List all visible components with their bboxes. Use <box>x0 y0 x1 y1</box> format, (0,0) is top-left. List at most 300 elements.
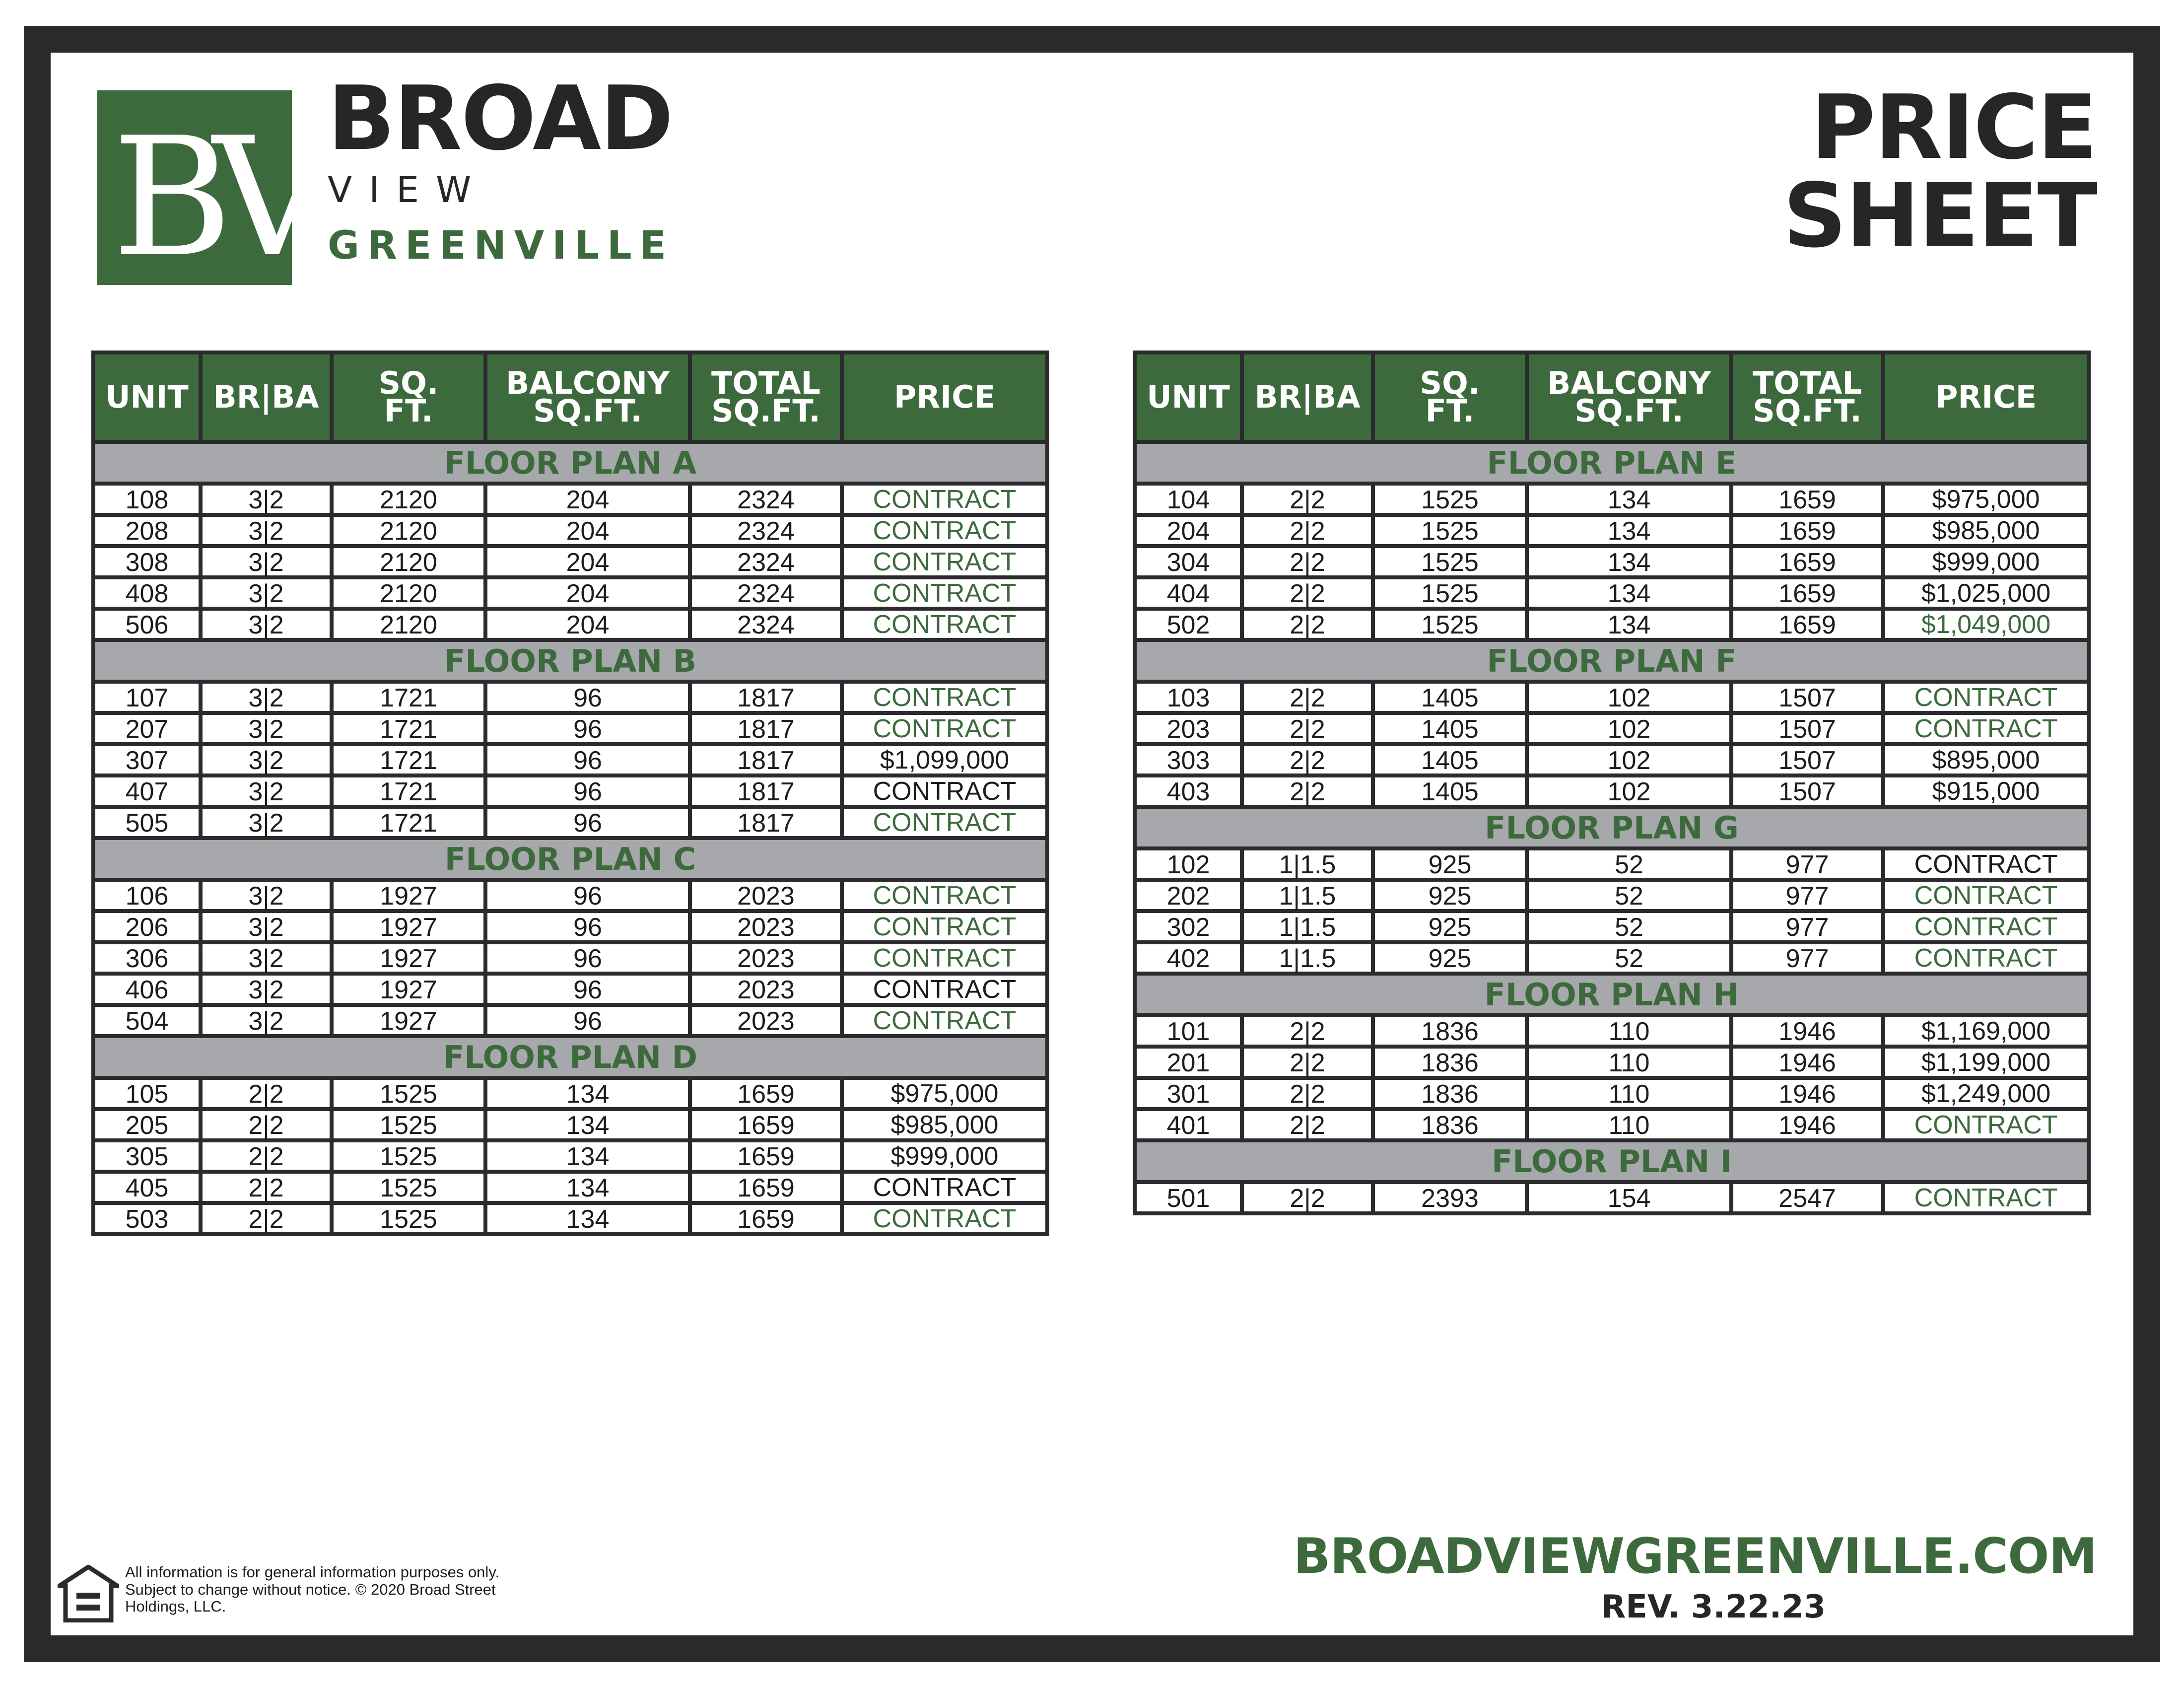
floor-plan-label: FLOOR PLAN D <box>93 1036 1047 1078</box>
balcony-cell: 102 <box>1527 775 1731 807</box>
brba-cell: 3|2 <box>201 911 332 942</box>
sqft-cell: 1405 <box>1373 682 1527 713</box>
brba-cell: 2|2 <box>1242 682 1373 713</box>
table-row <box>93 807 1047 838</box>
unit-cell: 105 <box>93 1078 201 1109</box>
sqft-cell: 1927 <box>332 942 485 974</box>
sqft-cell: 1836 <box>1373 1109 1527 1140</box>
brba-cell: 2|2 <box>1242 775 1373 807</box>
balcony-cell: 96 <box>485 713 690 744</box>
floor-plan-label: FLOOR PLAN F <box>1135 640 2089 682</box>
balcony-cell: 96 <box>485 880 690 911</box>
total-cell: 2023 <box>690 942 842 974</box>
total-cell: 1946 <box>1731 1078 1883 1109</box>
sqft-cell: 1525 <box>1373 609 1527 640</box>
brba-cell: 1|1.5 <box>1242 942 1373 974</box>
unit-cell: 104 <box>1135 484 1242 515</box>
unit-cell: 108 <box>93 484 201 515</box>
price-cell: CONTRACT <box>842 942 1047 974</box>
balcony-cell: 96 <box>485 1005 690 1036</box>
table-row <box>93 546 1047 577</box>
price-cell: CONTRACT <box>842 974 1047 1005</box>
price-cell: CONTRACT <box>842 609 1047 640</box>
price-cell: $895,000 <box>1883 744 2089 775</box>
unit-cell: 302 <box>1135 911 1242 942</box>
total-cell: 1659 <box>690 1109 842 1140</box>
price-cell: CONTRACT <box>842 484 1047 515</box>
sqft-cell: 1927 <box>332 974 485 1005</box>
balcony-cell: 52 <box>1527 942 1731 974</box>
unit-cell: 308 <box>93 546 201 577</box>
unit-cell: 505 <box>93 807 201 838</box>
brba-cell: 3|2 <box>201 1005 332 1036</box>
floor-plan-label: FLOOR PLAN G <box>1135 807 2089 848</box>
floor-plan-label: FLOOR PLAN I <box>1135 1140 2089 1182</box>
column-header: BR|BA <box>201 352 332 442</box>
brba-cell: 2|2 <box>1242 1015 1373 1047</box>
unit-cell: 106 <box>93 880 201 911</box>
total-cell: 2324 <box>690 515 842 546</box>
unit-cell: 401 <box>1135 1109 1242 1140</box>
total-cell: 1946 <box>1731 1015 1883 1047</box>
sqft-cell: 2393 <box>1373 1182 1527 1213</box>
balcony-cell: 52 <box>1527 880 1731 911</box>
floor-plan-row <box>93 442 1047 484</box>
brand-location: GREENVILLE <box>328 223 675 268</box>
unit-cell: 301 <box>1135 1078 1242 1109</box>
price-cell: $985,000 <box>842 1109 1047 1140</box>
floor-plan-label: FLOOR PLAN C <box>93 838 1047 880</box>
unit-cell: 403 <box>1135 775 1242 807</box>
floor-plan-row <box>1135 442 2089 484</box>
column-header: TOTAL SQ.FT. <box>690 352 842 442</box>
price-cell: $975,000 <box>842 1078 1047 1109</box>
price-cell: CONTRACT <box>1883 682 2089 713</box>
sqft-cell: 1525 <box>332 1140 485 1172</box>
brba-cell: 2|2 <box>1242 546 1373 577</box>
balcony-cell: 134 <box>1527 577 1731 609</box>
balcony-cell: 134 <box>1527 484 1731 515</box>
unit-cell: 501 <box>1135 1182 1242 1213</box>
sqft-cell: 1525 <box>332 1109 485 1140</box>
sqft-cell: 1405 <box>1373 775 1527 807</box>
price-cell: CONTRACT <box>1883 848 2089 880</box>
floor-plan-label: FLOOR PLAN H <box>1135 974 2089 1015</box>
floor-plan-row <box>93 640 1047 682</box>
table-row <box>93 1078 1047 1109</box>
total-cell: 977 <box>1731 848 1883 880</box>
table-row <box>1135 744 2089 775</box>
sqft-cell: 925 <box>1373 942 1527 974</box>
total-cell: 1507 <box>1731 775 1883 807</box>
total-cell: 1507 <box>1731 713 1883 744</box>
total-cell: 977 <box>1731 880 1883 911</box>
balcony-cell: 134 <box>1527 609 1731 640</box>
total-cell: 2324 <box>690 609 842 640</box>
price-cell: CONTRACT <box>842 1172 1047 1203</box>
price-cell: CONTRACT <box>1883 911 2089 942</box>
broadview-logo <box>97 90 292 285</box>
brand-wordmark <box>328 67 675 268</box>
price-table-right <box>1133 351 2091 1215</box>
table-row <box>93 1203 1047 1234</box>
balcony-cell: 96 <box>485 911 690 942</box>
balcony-cell: 102 <box>1527 744 1731 775</box>
floor-plan-label: FLOOR PLAN A <box>93 442 1047 484</box>
balcony-cell: 134 <box>485 1140 690 1172</box>
column-header: SQ. FT. <box>332 352 485 442</box>
floor-plan-row <box>1135 807 2089 848</box>
brba-cell: 2|2 <box>1242 1078 1373 1109</box>
brba-cell: 3|2 <box>201 577 332 609</box>
unit-cell: 102 <box>1135 848 1242 880</box>
price-cell: CONTRACT <box>842 807 1047 838</box>
sqft-cell: 1721 <box>332 807 485 838</box>
column-header: SQ. FT. <box>1373 352 1527 442</box>
total-cell: 1659 <box>690 1172 842 1203</box>
header-row <box>93 352 1047 442</box>
unit-cell: 504 <box>93 1005 201 1036</box>
table-row <box>1135 577 2089 609</box>
price-cell: CONTRACT <box>1883 1109 2089 1140</box>
disclaimer-text: All information is for general information purposes only. Subject to change without notice. © 2020 Broad Street Holdings, LLC. <box>125 1563 500 1616</box>
table-row <box>93 911 1047 942</box>
table-row <box>1135 609 2089 640</box>
total-cell: 1659 <box>1731 609 1883 640</box>
balcony-cell: 102 <box>1527 682 1731 713</box>
floor-plan-label: FLOOR PLAN B <box>93 640 1047 682</box>
total-cell: 1659 <box>690 1203 842 1234</box>
price-cell: CONTRACT <box>1883 713 2089 744</box>
price-cell: CONTRACT <box>842 515 1047 546</box>
column-header: TOTAL SQ.FT. <box>1731 352 1883 442</box>
brba-cell: 2|2 <box>201 1172 332 1203</box>
svg-text:BV: BV <box>112 102 292 285</box>
total-cell: 1817 <box>690 713 842 744</box>
floor-plan-label: FLOOR PLAN E <box>1135 442 2089 484</box>
price-cell: CONTRACT <box>1883 942 2089 974</box>
price-cell: $1,099,000 <box>842 744 1047 775</box>
sqft-cell: 1525 <box>332 1078 485 1109</box>
sqft-cell: 1525 <box>1373 577 1527 609</box>
table-row <box>93 1140 1047 1172</box>
unit-cell: 305 <box>93 1140 201 1172</box>
unit-cell: 406 <box>93 974 201 1005</box>
brba-cell: 2|2 <box>1242 484 1373 515</box>
brba-cell: 3|2 <box>201 974 332 1005</box>
total-cell: 2023 <box>690 911 842 942</box>
unit-cell: 306 <box>93 942 201 974</box>
price-cell: CONTRACT <box>1883 1182 2089 1213</box>
brba-cell: 3|2 <box>201 744 332 775</box>
unit-cell: 101 <box>1135 1015 1242 1047</box>
floor-plan-row <box>93 838 1047 880</box>
unit-cell: 202 <box>1135 880 1242 911</box>
balcony-cell: 204 <box>485 609 690 640</box>
unit-cell: 408 <box>93 577 201 609</box>
balcony-cell: 96 <box>485 807 690 838</box>
brba-cell: 1|1.5 <box>1242 848 1373 880</box>
table-row <box>1135 515 2089 546</box>
unit-cell: 304 <box>1135 546 1242 577</box>
sqft-cell: 2120 <box>332 484 485 515</box>
total-cell: 1817 <box>690 775 842 807</box>
brba-cell: 2|2 <box>201 1203 332 1234</box>
balcony-cell: 134 <box>485 1203 690 1234</box>
unit-cell: 303 <box>1135 744 1242 775</box>
price-cell: $1,249,000 <box>1883 1078 2089 1109</box>
brba-cell: 2|2 <box>1242 1109 1373 1140</box>
unit-cell: 205 <box>93 1109 201 1140</box>
price-cell: $1,049,000 <box>1883 609 2089 640</box>
sqft-cell: 1927 <box>332 1005 485 1036</box>
sqft-cell: 1836 <box>1373 1047 1527 1078</box>
sqft-cell: 1721 <box>332 744 485 775</box>
price-cell: $1,199,000 <box>1883 1047 2089 1078</box>
table-row <box>93 484 1047 515</box>
brba-cell: 3|2 <box>201 880 332 911</box>
sqft-cell: 1927 <box>332 911 485 942</box>
total-cell: 1659 <box>690 1140 842 1172</box>
table-row <box>1135 682 2089 713</box>
table-row <box>93 744 1047 775</box>
brand-name: BROAD <box>328 67 673 170</box>
balcony-cell: 134 <box>1527 546 1731 577</box>
brba-cell: 2|2 <box>201 1109 332 1140</box>
brba-cell: 3|2 <box>201 546 332 577</box>
total-cell: 2324 <box>690 577 842 609</box>
page-title <box>1783 76 2097 267</box>
unit-cell: 103 <box>1135 682 1242 713</box>
unit-cell: 506 <box>93 609 201 640</box>
price-cell: CONTRACT <box>842 682 1047 713</box>
brba-cell: 3|2 <box>201 807 332 838</box>
sqft-cell: 1525 <box>1373 484 1527 515</box>
balcony-cell: 110 <box>1527 1109 1731 1140</box>
brand-subname: VIEW <box>328 169 488 211</box>
unit-cell: 208 <box>93 515 201 546</box>
price-cell: CONTRACT <box>842 911 1047 942</box>
total-cell: 1659 <box>690 1078 842 1109</box>
header-row <box>1135 352 2089 442</box>
table-row <box>93 942 1047 974</box>
table-row <box>1135 1047 2089 1078</box>
price-cell: CONTRACT <box>842 713 1047 744</box>
floor-plan-row <box>1135 1140 2089 1182</box>
brba-cell: 3|2 <box>201 484 332 515</box>
column-header: UNIT <box>1135 352 1242 442</box>
unit-cell: 203 <box>1135 713 1242 744</box>
total-cell: 2547 <box>1731 1182 1883 1213</box>
floor-plan-row <box>1135 974 2089 1015</box>
sqft-cell: 1525 <box>1373 515 1527 546</box>
brba-cell: 2|2 <box>201 1078 332 1109</box>
table-row <box>93 713 1047 744</box>
table-row <box>1135 1109 2089 1140</box>
balcony-cell: 134 <box>485 1172 690 1203</box>
revision-label: REV. 3.22.23 <box>1601 1589 1826 1625</box>
total-cell: 1946 <box>1731 1047 1883 1078</box>
table-row <box>1135 848 2089 880</box>
table-row <box>1135 546 2089 577</box>
price-cell: CONTRACT <box>842 775 1047 807</box>
brba-cell: 1|1.5 <box>1242 911 1373 942</box>
balcony-cell: 110 <box>1527 1015 1731 1047</box>
brba-cell: 3|2 <box>201 775 332 807</box>
brba-cell: 3|2 <box>201 713 332 744</box>
table-row <box>93 974 1047 1005</box>
unit-cell: 204 <box>1135 515 1242 546</box>
balcony-cell: 134 <box>485 1078 690 1109</box>
price-cell: CONTRACT <box>842 1203 1047 1234</box>
balcony-cell: 154 <box>1527 1182 1731 1213</box>
brba-cell: 2|2 <box>1242 713 1373 744</box>
sqft-cell: 1721 <box>332 713 485 744</box>
table-row <box>1135 880 2089 911</box>
balcony-cell: 96 <box>485 682 690 713</box>
balcony-cell: 96 <box>485 775 690 807</box>
total-cell: 2023 <box>690 1005 842 1036</box>
price-cell: CONTRACT <box>1883 880 2089 911</box>
table-row <box>93 515 1047 546</box>
title-line1: PRICE <box>1811 76 2097 179</box>
table-row <box>1135 1078 2089 1109</box>
brba-cell: 3|2 <box>201 942 332 974</box>
price-cell: $985,000 <box>1883 515 2089 546</box>
unit-cell: 107 <box>93 682 201 713</box>
table-row <box>93 682 1047 713</box>
sqft-cell: 2120 <box>332 577 485 609</box>
brba-cell: 3|2 <box>201 515 332 546</box>
table-row <box>93 1109 1047 1140</box>
column-header: BR|BA <box>1242 352 1373 442</box>
balcony-cell: 102 <box>1527 713 1731 744</box>
unit-cell: 503 <box>93 1203 201 1234</box>
balcony-cell: 96 <box>485 942 690 974</box>
total-cell: 2324 <box>690 484 842 515</box>
sqft-cell: 2120 <box>332 609 485 640</box>
brba-cell: 2|2 <box>201 1140 332 1172</box>
table-row <box>93 775 1047 807</box>
total-cell: 1659 <box>1731 484 1883 515</box>
table-row <box>93 1172 1047 1203</box>
balcony-cell: 110 <box>1527 1047 1731 1078</box>
price-cell: CONTRACT <box>842 880 1047 911</box>
unit-cell: 407 <box>93 775 201 807</box>
column-header: PRICE <box>1883 352 2089 442</box>
price-cell: CONTRACT <box>842 577 1047 609</box>
balcony-cell: 204 <box>485 515 690 546</box>
price-cell: $999,000 <box>842 1140 1047 1172</box>
balcony-cell: 96 <box>485 744 690 775</box>
table-row <box>93 609 1047 640</box>
sqft-cell: 1525 <box>332 1172 485 1203</box>
unit-cell: 404 <box>1135 577 1242 609</box>
unit-cell: 405 <box>93 1172 201 1203</box>
total-cell: 1817 <box>690 682 842 713</box>
price-cell: $1,169,000 <box>1883 1015 2089 1047</box>
total-cell: 1946 <box>1731 1109 1883 1140</box>
sqft-cell: 1525 <box>1373 546 1527 577</box>
brba-cell: 2|2 <box>1242 515 1373 546</box>
total-cell: 1817 <box>690 744 842 775</box>
brba-cell: 3|2 <box>201 682 332 713</box>
table-row <box>1135 484 2089 515</box>
table-row <box>1135 1015 2089 1047</box>
floor-plan-row <box>1135 640 2089 682</box>
column-header: BALCONY SQ.FT. <box>485 352 690 442</box>
table-row <box>1135 911 2089 942</box>
unit-cell: 206 <box>93 911 201 942</box>
sqft-cell: 1836 <box>1373 1078 1527 1109</box>
unit-cell: 307 <box>93 744 201 775</box>
total-cell: 1507 <box>1731 744 1883 775</box>
sqft-cell: 925 <box>1373 880 1527 911</box>
sqft-cell: 1405 <box>1373 744 1527 775</box>
sqft-cell: 1836 <box>1373 1015 1527 1047</box>
price-cell: $1,025,000 <box>1883 577 2089 609</box>
sqft-cell: 2120 <box>332 515 485 546</box>
column-header: UNIT <box>93 352 201 442</box>
brba-cell: 2|2 <box>1242 744 1373 775</box>
balcony-cell: 96 <box>485 974 690 1005</box>
price-table-left <box>91 351 1049 1236</box>
sqft-cell: 1405 <box>1373 713 1527 744</box>
column-header: BALCONY SQ.FT. <box>1527 352 1731 442</box>
brba-cell: 1|1.5 <box>1242 880 1373 911</box>
balcony-cell: 134 <box>1527 515 1731 546</box>
brba-cell: 3|2 <box>201 609 332 640</box>
sqft-cell: 925 <box>1373 848 1527 880</box>
total-cell: 1659 <box>1731 577 1883 609</box>
equal-housing-opportunity-icon <box>58 1565 119 1622</box>
total-cell: 2324 <box>690 546 842 577</box>
sqft-cell: 1525 <box>332 1203 485 1234</box>
table-row <box>1135 775 2089 807</box>
balcony-cell: 204 <box>485 577 690 609</box>
balcony-cell: 52 <box>1527 848 1731 880</box>
unit-cell: 201 <box>1135 1047 1242 1078</box>
brba-cell: 2|2 <box>1242 577 1373 609</box>
balcony-cell: 52 <box>1527 911 1731 942</box>
price-cell: $915,000 <box>1883 775 2089 807</box>
sqft-cell: 925 <box>1373 911 1527 942</box>
brba-cell: 2|2 <box>1242 1047 1373 1078</box>
unit-cell: 207 <box>93 713 201 744</box>
total-cell: 977 <box>1731 911 1883 942</box>
price-cell: CONTRACT <box>842 1005 1047 1036</box>
table-row <box>1135 713 2089 744</box>
column-header: PRICE <box>842 352 1047 442</box>
brba-cell: 2|2 <box>1242 609 1373 640</box>
balcony-cell: 134 <box>485 1109 690 1140</box>
website-url[interactable]: BROADVIEWGREENVILLE.COM <box>1293 1528 2097 1585</box>
total-cell: 1507 <box>1731 682 1883 713</box>
title-line2: SHEET <box>1783 164 2097 267</box>
balcony-cell: 204 <box>485 484 690 515</box>
total-cell: 2023 <box>690 880 842 911</box>
sqft-cell: 2120 <box>332 546 485 577</box>
sqft-cell: 1721 <box>332 682 485 713</box>
floor-plan-row <box>93 1036 1047 1078</box>
total-cell: 2023 <box>690 974 842 1005</box>
table-row <box>1135 942 2089 974</box>
table-row <box>1135 1182 2089 1213</box>
total-cell: 1659 <box>1731 515 1883 546</box>
table-row <box>93 577 1047 609</box>
price-cell: $975,000 <box>1883 484 2089 515</box>
price-cell: CONTRACT <box>842 546 1047 577</box>
